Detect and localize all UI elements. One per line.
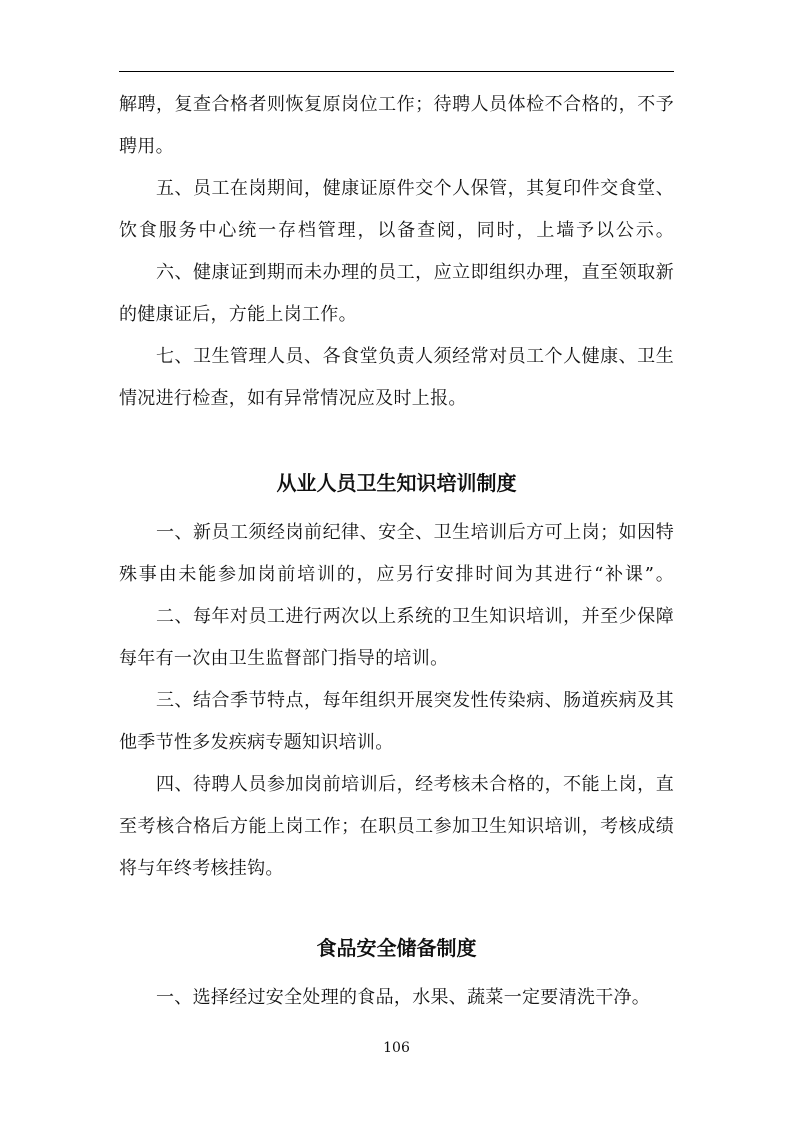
- paragraph-line: 饮食服务中心统一存档管理，以备查阅，同时，上墙予以公示。: [119, 220, 674, 241]
- header-rule: [119, 71, 674, 72]
- paragraph-line: 他季节性多发疾病专题知识培训。: [119, 732, 394, 753]
- paragraph-line: 每年有一次由卫生监督部门指导的培训。: [119, 648, 449, 669]
- paragraph-line: 将与年终考核挂钩。: [119, 858, 284, 879]
- paragraph-line: 一、新员工须经岗前纪律、安全、卫生培训后方可上岗；如因特: [156, 522, 674, 543]
- paragraph-line: 二、每年对员工进行两次以上系统的卫生知识培训，并至少保障: [156, 606, 674, 627]
- paragraph-line: 情况进行检查，如有异常情况应及时上报。: [119, 388, 467, 409]
- paragraph-line: 六、健康证到期而未办理的员工，应立即组织办理，直至领取新: [156, 262, 674, 283]
- paragraph-line: 三、结合季节特点，每年组织开展突发性传染病、肠道疾病及其: [156, 690, 674, 711]
- paragraph-line: 的健康证后，方能上岗工作。: [119, 304, 357, 325]
- section-heading: 从业人员卫生知识培训制度: [276, 471, 517, 495]
- paragraph-line: 一、选择经过安全处理的食品，水果、蔬菜一定要清洗干净。: [156, 987, 651, 1008]
- paragraph-line: 聘用。: [119, 136, 174, 157]
- paragraph-line: 七、卫生管理人员、各食堂负责人须经常对员工个人健康、卫生: [156, 346, 674, 367]
- paragraph-line: 至考核合格后方能上岗工作；在职员工参加卫生知识培训，考核成绩: [119, 816, 674, 837]
- section-heading: 食品安全储备制度: [316, 936, 477, 960]
- paragraph-line: 解聘，复查合格者则恢复原岗位工作；待聘人员体检不合格的，不予: [119, 94, 674, 115]
- paragraph-line: 殊事由未能参加岗前培训的，应另行安排时间为其进行“补课”。: [119, 564, 674, 585]
- paragraph-line: 四、待聘人员参加岗前培训后，经考核未合格的，不能上岗，直: [156, 774, 674, 795]
- paragraph-line: 五、员工在岗期间，健康证原件交个人保管，其复印件交食堂、: [156, 178, 674, 199]
- page-number: 106: [383, 1040, 410, 1056]
